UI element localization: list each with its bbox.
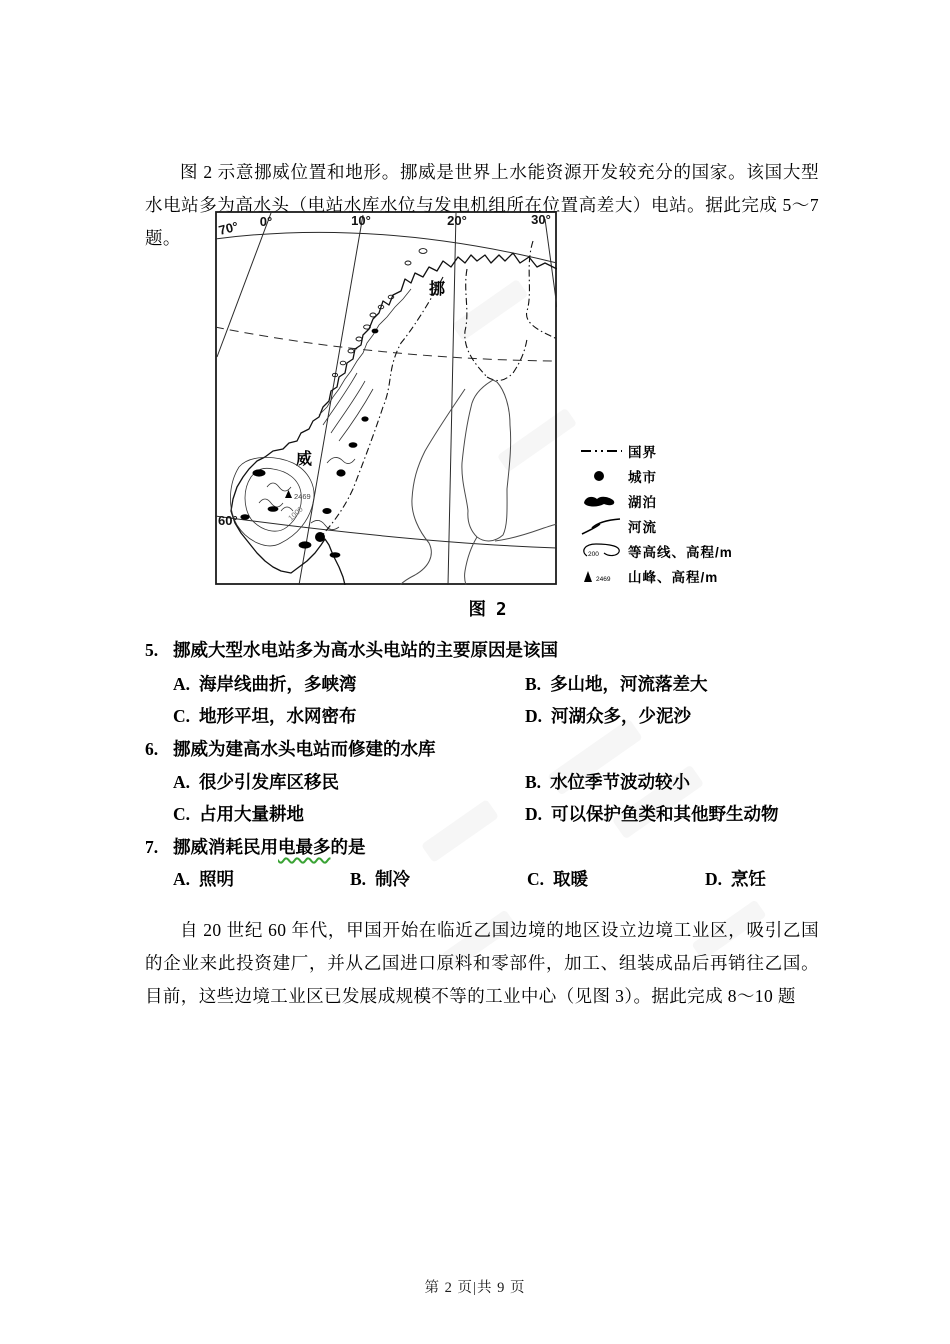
legend-label-border: 国界 xyxy=(628,444,657,460)
city-marker xyxy=(315,532,325,542)
lat-label-70: 70° xyxy=(217,218,240,238)
legend-label-river: 河流 xyxy=(628,519,657,535)
legend-row-peak xyxy=(578,563,733,588)
q6-option-d-text: 可以保护鱼类和其他野生动物 xyxy=(551,804,779,824)
legend-row-city xyxy=(578,463,733,488)
q5-option-c-key: C. xyxy=(173,706,191,726)
peak-elevation-value: 2469 xyxy=(294,492,311,501)
q6-option-c-text: 占用大量耕地 xyxy=(199,804,305,824)
river-line-icon xyxy=(578,515,628,537)
q7-option-c-key: C. xyxy=(527,869,545,889)
peak-triangle-icon xyxy=(578,565,628,587)
legend-label-peak: 山峰、高程/m xyxy=(628,569,719,585)
q7-option-b-text: 制冷 xyxy=(375,869,411,889)
q6-option-a-key: A. xyxy=(173,772,191,792)
q7-option-a xyxy=(173,866,234,891)
lon-label-20: 20° xyxy=(447,213,467,228)
q6-option-d xyxy=(525,801,779,826)
legend-label-lake: 湖泊 xyxy=(628,494,657,510)
lon-label-0: 0° xyxy=(259,214,273,229)
q5-option-b-text: 多山地，河流落差大 xyxy=(550,674,708,694)
norway-coastline xyxy=(231,253,557,585)
q7-option-c xyxy=(527,866,588,891)
question-6-text: 挪威为建高水头电站而修建的水库 xyxy=(173,739,436,759)
q6-option-c-key: C. xyxy=(173,804,191,824)
q5-option-b xyxy=(525,671,708,696)
q6-option-b-key: B. xyxy=(525,772,542,792)
caption-char: 图 xyxy=(468,599,486,619)
map-graticule-labels xyxy=(217,212,551,528)
lon-label-30: 30° xyxy=(531,212,551,227)
q7-option-a-text: 照明 xyxy=(199,869,235,889)
q6-option-a-text: 很少引发库区移民 xyxy=(199,772,340,792)
lake-blob-icon xyxy=(578,490,628,512)
legend-row-contour xyxy=(578,538,733,563)
question-6-stem xyxy=(145,736,436,761)
figure-caption xyxy=(215,596,760,621)
q5-option-a xyxy=(173,671,357,696)
q6-option-b-text: 水位季节波动较小 xyxy=(550,772,691,792)
contour-loop-icon xyxy=(578,540,628,562)
contour-legend-value: 200 xyxy=(588,550,599,558)
q7-option-a-key: A. xyxy=(173,869,191,889)
question-5-stem xyxy=(145,637,558,662)
contour-elevation-value: 1000 xyxy=(286,504,305,523)
map-svg xyxy=(215,211,557,585)
question-5-text: 挪威大型水电站多为高水头电站的主要原因是该国 xyxy=(173,640,558,660)
page-number-footer: 第 2 页|共 9 页 xyxy=(424,1280,526,1296)
q7-option-b-key: B. xyxy=(350,869,367,889)
figure2-norway-map xyxy=(215,211,557,585)
legend-row-river xyxy=(578,513,733,538)
question-7-text-wavy: 电最多 xyxy=(278,837,331,857)
q5-option-a-text: 海岸线曲折，多峡湾 xyxy=(199,674,357,694)
intro-paragraph-2: 自 20 世纪 60 年代，甲国开始在临近乙国边境的地区设立边境工业区，吸引乙国的企业来此投资建厂，并从乙国进口原料和零部件，加工、组装成品后再销往乙国。目前，这些边境工业区已发展成规模不等的工业中心（见图 3）。据此完成 8～10 题 xyxy=(145,919,819,1006)
q5-option-d xyxy=(525,703,691,728)
q5-option-d-text: 河湖众多，少泥沙 xyxy=(551,706,692,726)
q6-option-b xyxy=(525,769,690,794)
legend-row-border xyxy=(578,438,733,463)
question-5-number: 5. xyxy=(145,640,159,660)
watermark xyxy=(421,799,499,863)
intro-paragraph-1: 图 2 示意挪威位置和地形。挪威是世界上水能资源开发较充分的国家。该国大型水电站多为高水头（电站水库水位与发电机组所在位置高差大）电站。据此完成 5～7 题。 xyxy=(145,161,819,248)
bothnia-coastline xyxy=(400,380,557,585)
q7-option-c-text: 取暖 xyxy=(553,869,589,889)
elevation-labels xyxy=(285,490,311,522)
question-7-stem xyxy=(145,834,366,859)
question-7-number: 7. xyxy=(145,837,159,857)
caption-num: 2 xyxy=(495,600,507,620)
border-line-icon xyxy=(578,440,628,462)
city-dot-icon xyxy=(578,465,628,487)
legend-label-contour: 等高线、高程/m xyxy=(628,544,733,560)
q7-option-d-text: 烹饪 xyxy=(731,869,767,889)
legend-row-lake xyxy=(578,488,733,513)
question-7-text-suffix: 的是 xyxy=(330,837,366,857)
country-label-wei: 威 xyxy=(296,451,313,468)
q6-option-d-key: D. xyxy=(525,804,543,824)
norway-contours xyxy=(230,289,411,546)
q5-option-d-key: D. xyxy=(525,706,543,726)
q5-option-a-key: A. xyxy=(173,674,191,694)
q5-option-c xyxy=(173,703,357,728)
q7-option-d xyxy=(705,866,766,891)
lat-label-60: 60° xyxy=(218,513,238,528)
legend-label-city: 城市 xyxy=(628,469,657,485)
peak-legend-value: 2469 xyxy=(596,575,611,583)
q7-option-d-key: D. xyxy=(705,869,723,889)
q5-option-b-key: B. xyxy=(525,674,542,694)
question-7-text-prefix: 挪威消耗民用 xyxy=(173,837,278,857)
q6-option-c xyxy=(173,801,304,826)
lon-label-10: 10° xyxy=(351,213,371,228)
q5-option-c-text: 地形平坦，水网密布 xyxy=(199,706,357,726)
q6-option-a xyxy=(173,769,339,794)
map-legend xyxy=(578,438,733,588)
country-label-nuo: 挪 xyxy=(429,281,446,298)
question-6-number: 6. xyxy=(145,739,159,759)
q7-option-b xyxy=(350,866,410,891)
